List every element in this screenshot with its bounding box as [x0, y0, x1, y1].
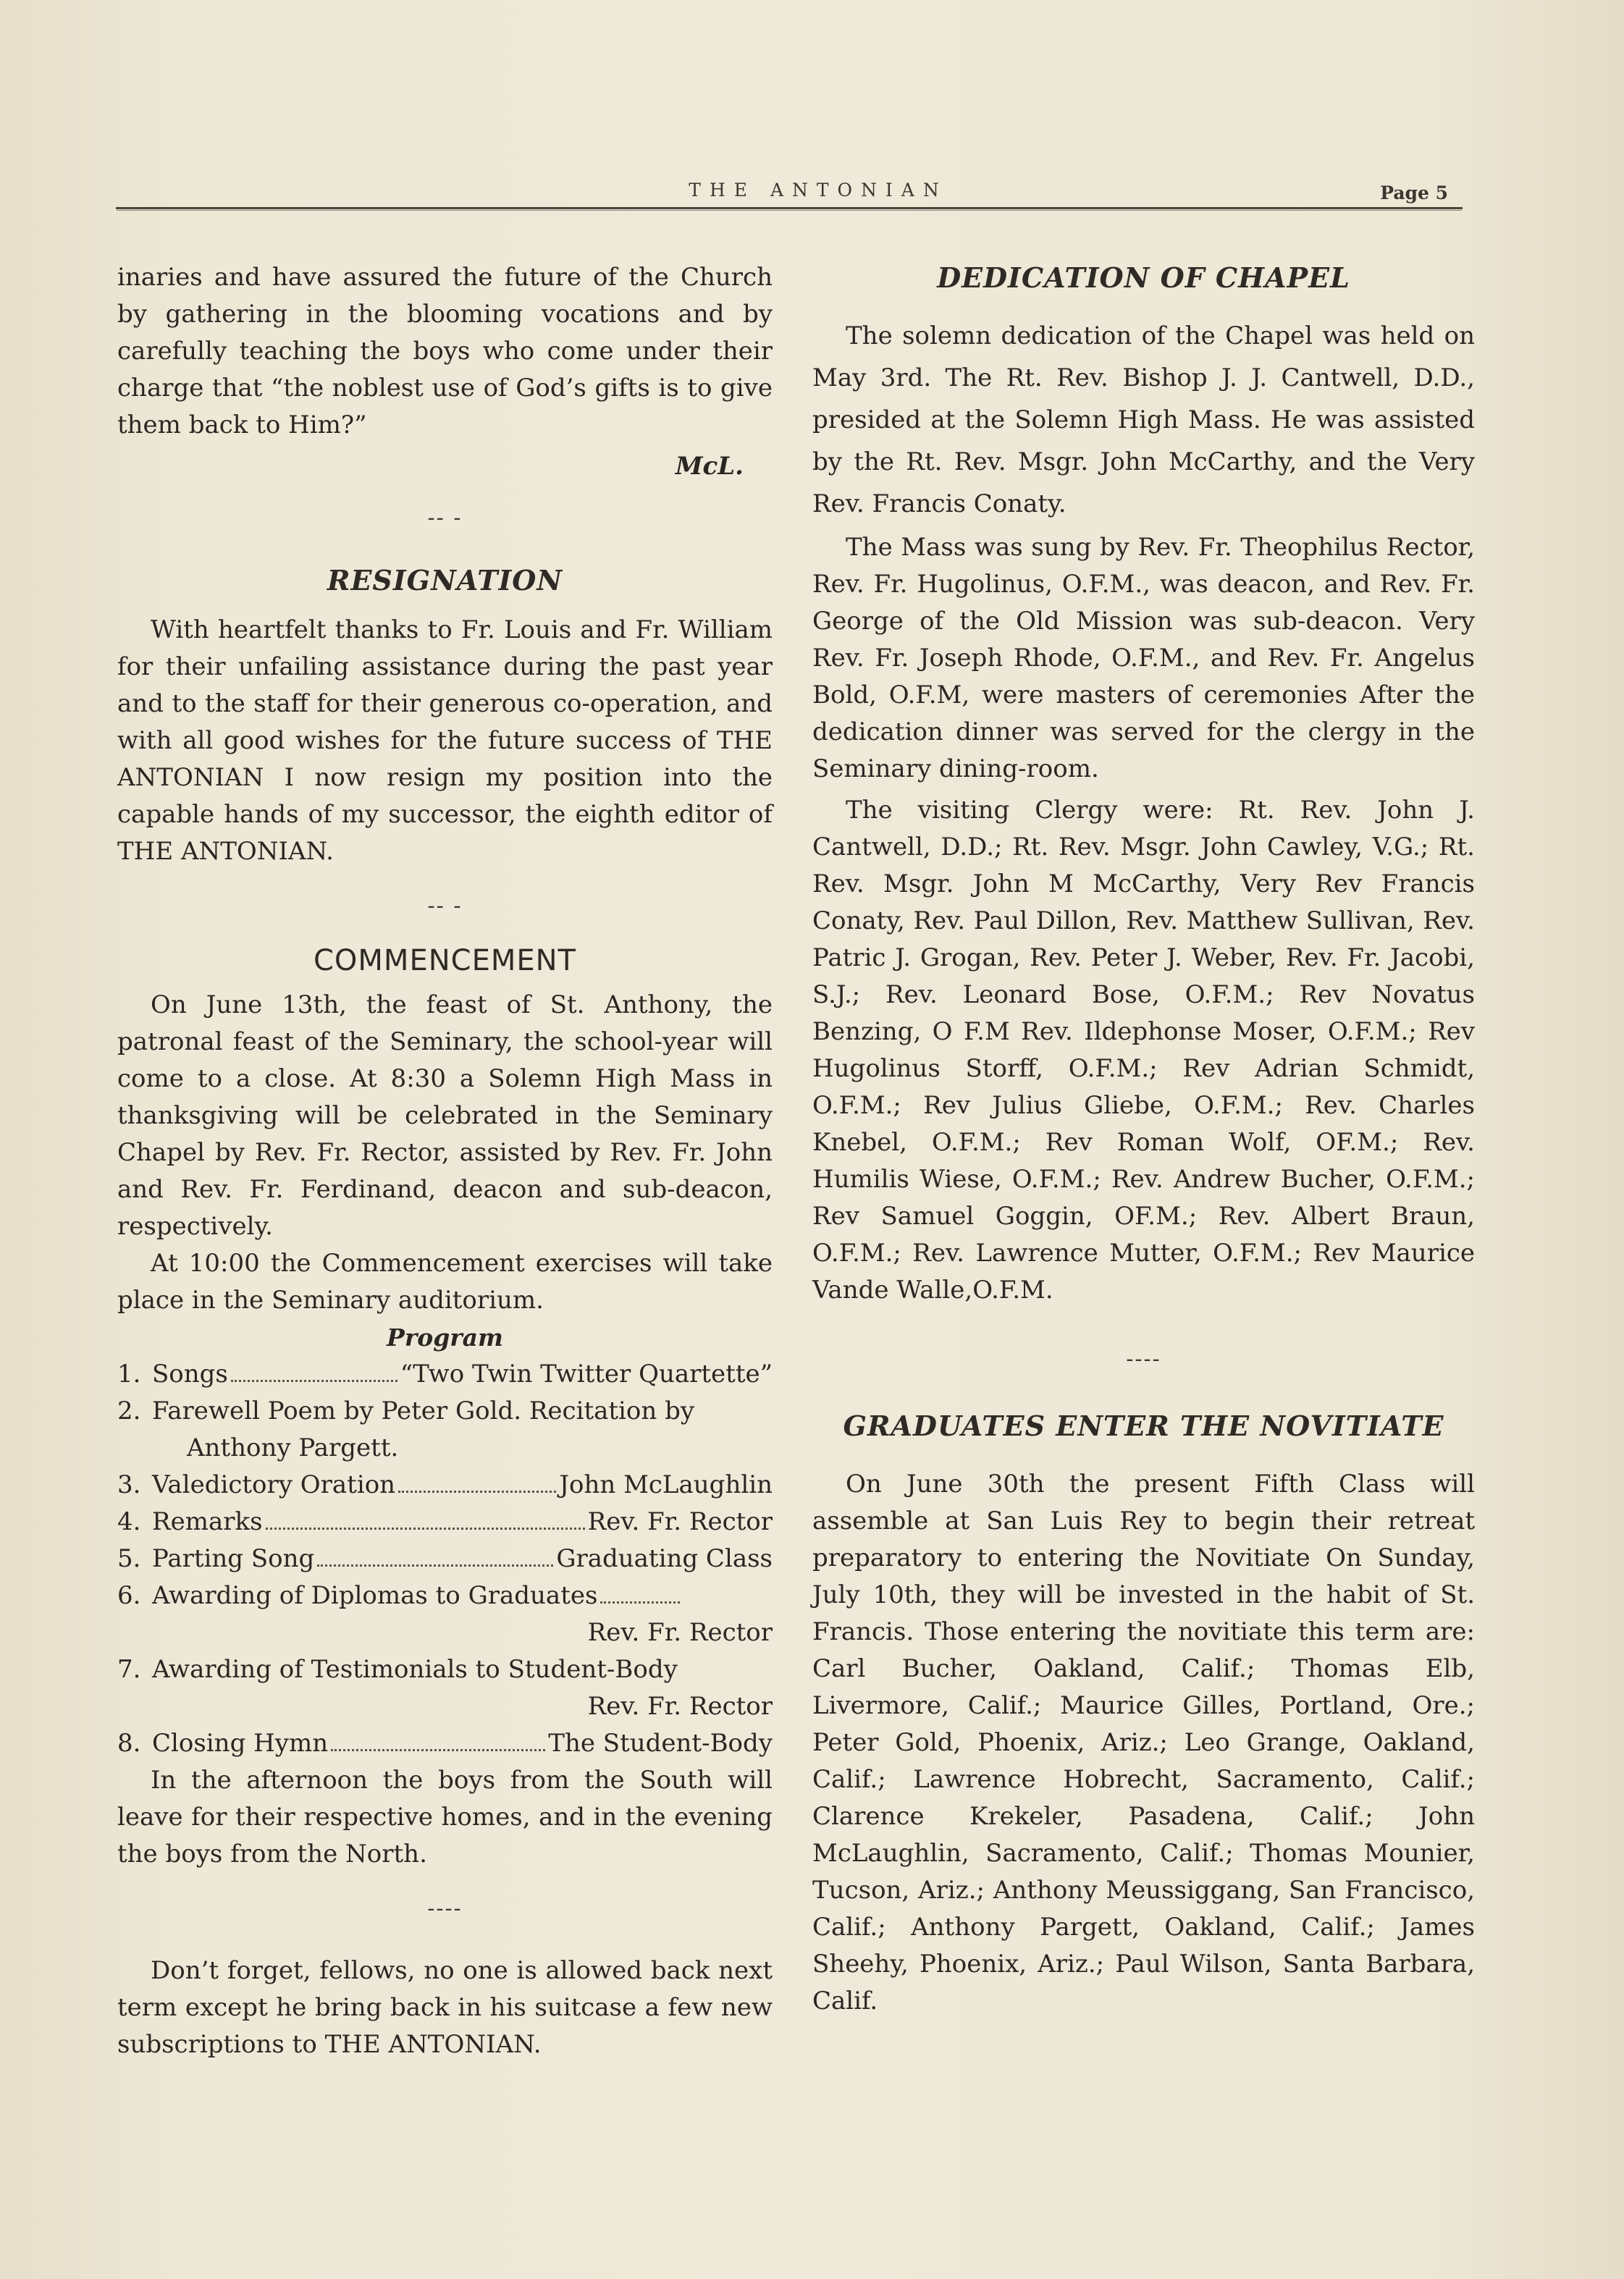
program-item-performer: Rev. Fr. Rector	[587, 1618, 773, 1647]
dedication-paragraph: The solemn dedication of the Chapel was held on May 3rd. The Rt. Rev. Bishop J. J. Cantwell, D.D., presided at the Solemn High Mass. He was assisted by the Rt. Rev. Msgr. John McCarthy, and the Very Rev. Francis Conaty.	[812, 321, 1475, 518]
program-item-continuation: Anthony Pargett.	[187, 1433, 399, 1462]
resignation-text: With heartfelt thanks to Fr. Louis and Fr. William for their unfailing assistance during the past year and to the staff for their generous co-operation, and with all good wishes for the future success of THE ANTONIAN I now resign my position into the capable hands of my successor, the eighth editor of THE ANTONIAN.	[117, 615, 773, 866]
section-divider: ----	[427, 1896, 463, 1921]
graduates-paragraph: On June 30th the present Fifth Class will assemble at San Luis Rey to begin their retreat preparatory to entering the Novitiate On Sunday, July 10th, they will be invested in the habit of St. Francis. Those entering the novitiate this term are: Carl Bucher, Oakland, Calif.; Thomas Elb, Livermore, Calif.; Maurice Gilles, Portland, Ore.; Peter Gold, Phoenix, Ariz.; Leo Grange, Oakland, Calif.; Lawrence Hobrecht, Sacramento, Calif.; Clarence Krekeler, Pasadena, Calif.; John McLaughlin, Sacramento, Calif.; Thomas Mounier, Tucson, Ariz.; Anthony Meussiggang, San Francisco, Calif.; Anthony Pargett, Oakland, Calif.; James Sheehy, Phoenix, Ariz.; Paul Wilson, Santa Barbara, Calif.	[812, 1470, 1475, 2015]
visiting-clergy-list: The visiting Clergy were: Rt. Rev. John J. Cantwell, D.D.; Rt. Rev. Msgr. John Cawley, V.G.; Rt. Rev. Msgr. John M McCarthy, Very Rev Francis Conaty, Rev. Paul Dillon, Rev. Matthew Sullivan, Rev. Patric J. Grogan, Rev. Peter J. Weber, Rev. Fr. Jacobi, S.J.; Rev. Leonard Bose, O.F.M.; Rev Novatus Benzing, O F.M Rev. Ildephonse Moser, O.F.M.; Rev Hugolinus Storff, O.F.M.; Rev Adrian Schmidt, O.F.M.; Rev Julius Gliebe, O.F.M.; Rev. Charles Knebel, O.F.M.; Rev Roman Wolf, OF.M.; Rev. Humilis Wiese, O.F.M.; Rev. Andrew Bucher, O.F.M.; Rev Samuel Goggin, OF.M.; Rev. Albert Braun, O.F.M.; Rev. Lawrence Mutter, O.F.M.; Rev Maurice Vande Walle,O.F.M.	[812, 796, 1475, 1305]
program-item: 6. Awarding of Diplomas to Graduates	[117, 1577, 773, 1614]
publication-title: THE ANTONIAN	[689, 180, 948, 201]
dedication-heading: DEDICATION OF CHAPEL	[937, 261, 1350, 294]
article-continuation: inaries and have assured the future of the Church by gathering in the blooming vocations and by carefully teaching the boys who come under their charge that “the noblest use of God’s gifts is to give them back to Him?”	[117, 263, 773, 439]
program-list	[117, 1356, 773, 1762]
right-column	[812, 259, 1475, 2020]
commencement-paragraph: In the afternoon the boys from the South will leave for their respective homes, and in the evening the boys from the North.	[117, 1766, 773, 1869]
author-signature: McL.	[675, 452, 744, 481]
program-item: 3. Valedictory Oration John McLaughlin	[117, 1470, 773, 1499]
resignation-heading: RESIGNATION	[327, 564, 563, 597]
closing-note: Don’t forget, fellows, no one is allowed back next term except he bring back in his suitcase a few new subscriptions to THE ANTONIAN.	[117, 1956, 773, 2059]
section-divider: ----	[1126, 1347, 1161, 1372]
graduates-heading: GRADUATES ENTER THE NOVITIATE	[843, 1410, 1444, 1442]
page-number: Page 5	[1380, 182, 1448, 203]
program-item: 4. Remarks Rev. Fr. Rector	[117, 1507, 773, 1536]
section-divider: -- -	[427, 893, 463, 919]
commencement-paragraph: At 10:00 the Commencement exercises will take place in the Seminary auditorium.	[117, 1249, 773, 1315]
dedication-paragraph: The Mass was sung by Rev. Fr. Theophilus Rector, Rev. Fr. Hugolinus, O.F.M., was deacon, and Rev. Fr. George of the Old Mission was sub-deacon. Very Rev. Fr. Joseph Rhode, O.F.M., and Rev. Fr. Angelus Bold, O.F.M, were masters of ceremonies After the dedication dinner was served for the clergy in the Seminary dining-room.	[812, 533, 1475, 783]
program-item: 7. Awarding of Testimonials to Student-Body	[117, 1655, 678, 1684]
program-item-performer: Rev. Fr. Rector	[587, 1692, 773, 1721]
program-item: 8. Closing Hymn The Student-Body	[117, 1729, 773, 1758]
header-rule	[116, 207, 1463, 209]
program-item: 2. Farewell Poem by Peter Gold. Recitation by	[117, 1397, 695, 1425]
program-title: Program	[387, 1323, 503, 1352]
program-item: 1. Songs “Two Twin Twitter Quartette”	[117, 1360, 773, 1389]
section-divider: -- -	[427, 505, 463, 531]
program-item: 5. Parting Song Graduating Class	[117, 1544, 773, 1573]
commencement-heading: COMMENCEMENT	[314, 944, 576, 977]
left-column	[117, 259, 773, 2063]
commencement-paragraph: On June 13th, the feast of St. Anthony, the patronal feast of the Seminary, the school-year will come to a close. At 8:30 a Solemn High Mass in thanksgiving will be celebrated in the Seminary Chapel by Rev. Fr. Rector, assisted by Rev. Fr. John and Rev. Fr. Ferdinand, deacon and sub-deacon, respectively.	[117, 990, 773, 1241]
page-header	[116, 180, 1463, 216]
